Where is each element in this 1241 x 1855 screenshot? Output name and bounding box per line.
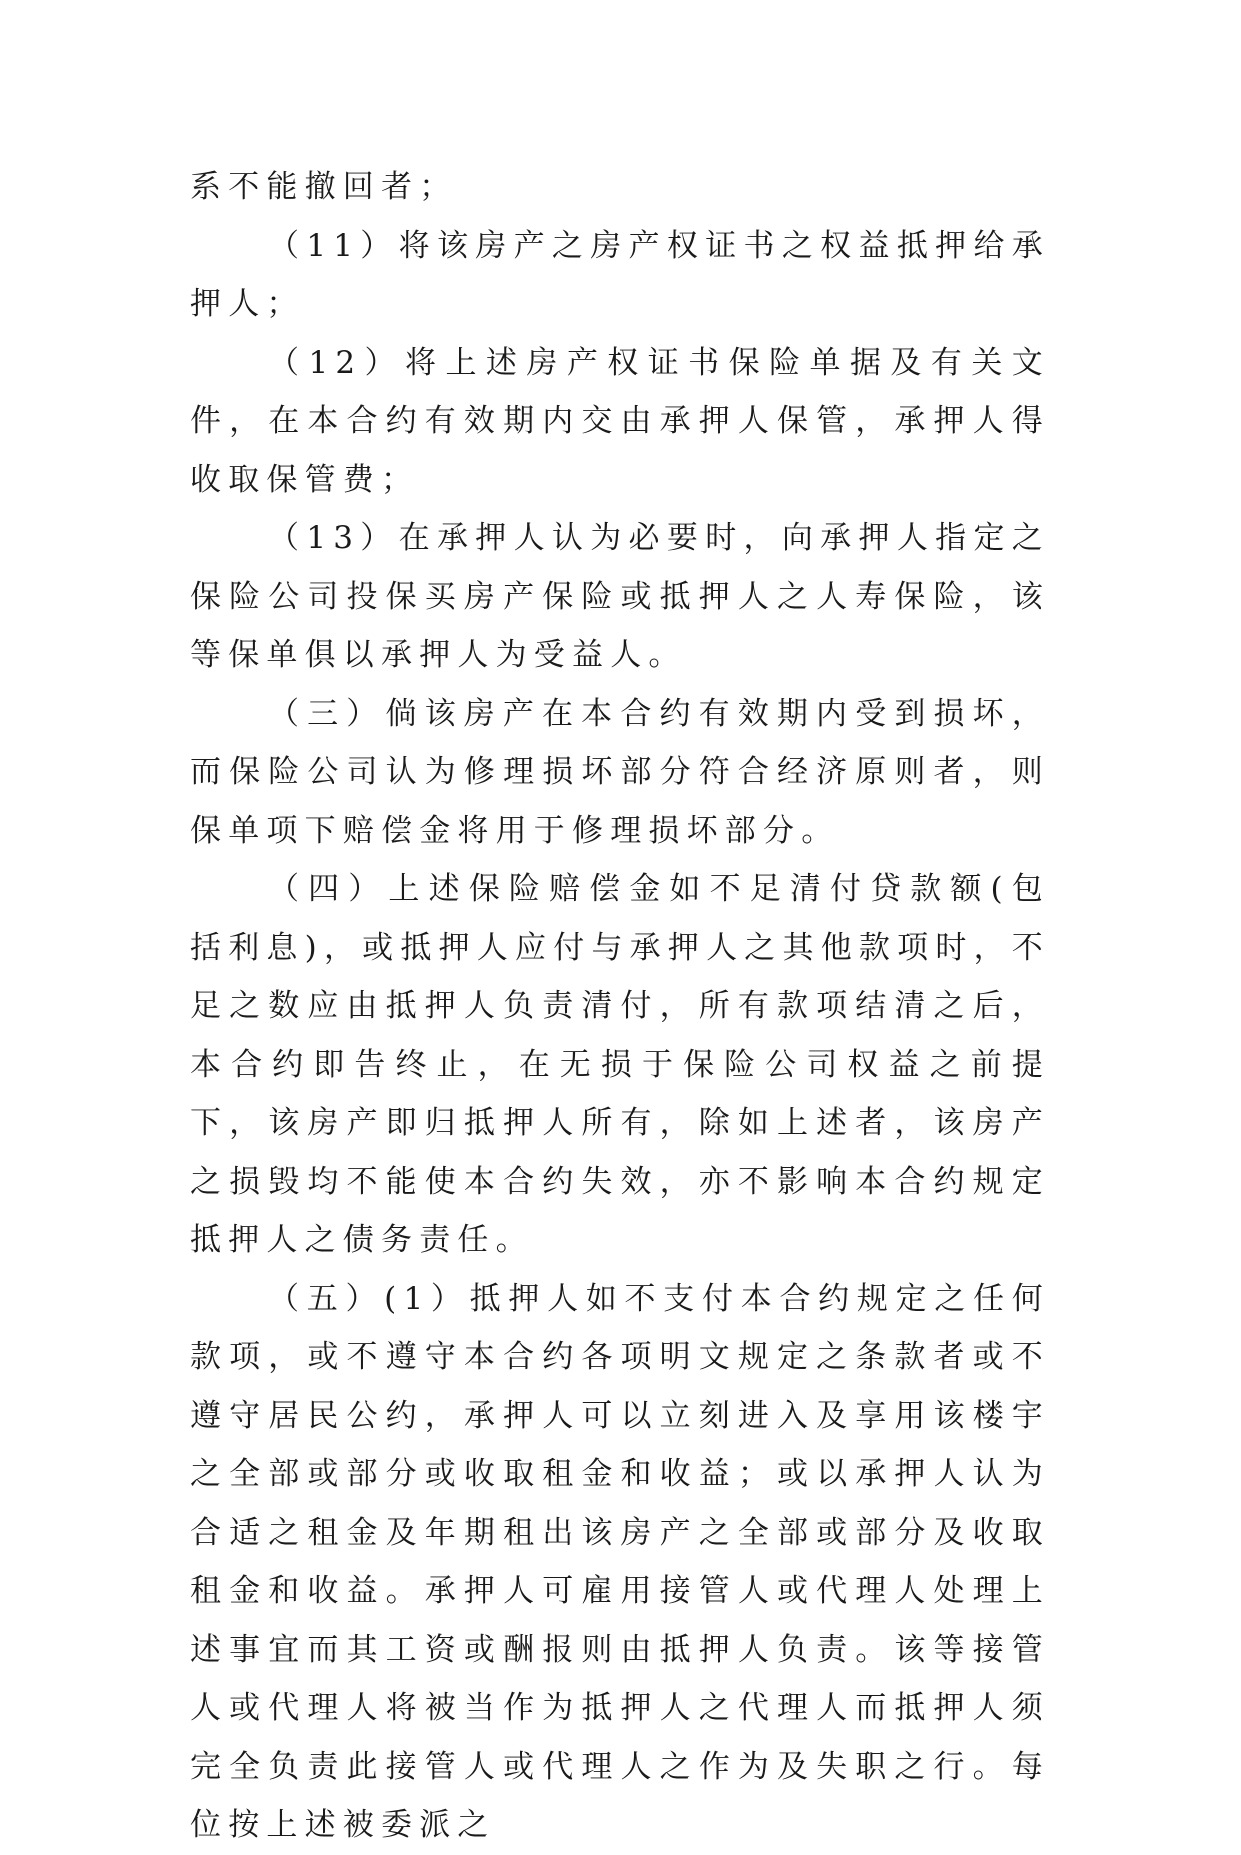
paragraph-clause-13: （13）在承押人认为必要时，向承押人指定之保险公司投保买房产保险或抵押人之人寿保险，该等保单俱以承押人为受益人。 bbox=[190, 520, 1050, 673]
paragraph-clause-11: （11）将该房产之房产权证书之权益抵押给承押人； bbox=[190, 227, 1050, 322]
paragraph-continuation: 系不能撤回者； bbox=[190, 169, 458, 205]
document-body bbox=[190, 158, 1050, 1855]
paragraph-section-4: （四）上述保险赔偿金如不足清付贷款额(包括利息)，或抵押人应付与承押人之其他款项时，不足之数应由抵押人负责清付，所有款项结清之后，本合约即告终止，在无损于保险公司权益之前提下，该房产即归抵押人所有，除如上述者，该房产之损毁均不能使本合约失效，亦不影响本合约规定抵押人之债务责任。 bbox=[190, 871, 1050, 1258]
paragraph-section-5: （五）(1）抵押人如不支付本合约规定之任何款项，或不遵守本合约各项明文规定之条款者或不遵守居民公约，承押人可以立刻进入及享用该楼宇之全部或部分或收取租金和收益；或以承押人认为合适之租金及年期租出该房产之全部或部分及收取租金和收益。承押人可雇用接管人或代理人处理上述事宜而其工资或酬报则由抵押人负责。该等接管人或代理人将被当作为抵押人之代理人而抵押人须完全负责此接管人或代理人之作为及失职之行。每位按上述被委派之 bbox=[190, 1280, 1050, 1843]
paragraph-section-3: （三）倘该房产在本合约有效期内受到损坏，而保险公司认为修理损坏部分符合经济原则者，则保单项下赔偿金将用于修理损坏部分。 bbox=[190, 695, 1050, 849]
paragraph-clause-12: （12）将上述房产权证书保险单据及有关文件，在本合约有效期内交由承押人保管，承押人得收取保管费； bbox=[190, 344, 1050, 498]
